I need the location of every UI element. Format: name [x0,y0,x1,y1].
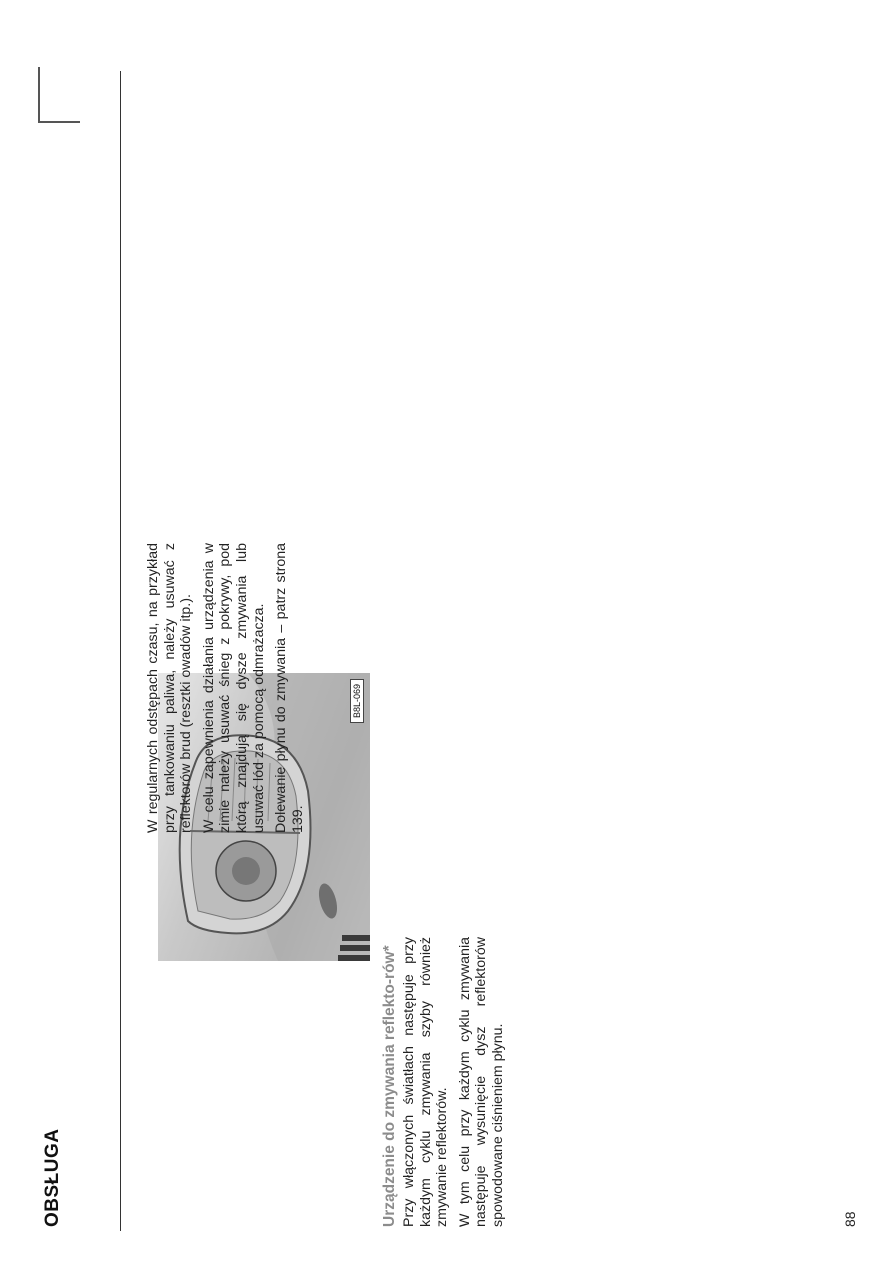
paragraph: W celu zapewnienia działania urządzenia w zimie należy usuwać śnieg z pokrywy, pod którą znajdują się dysze zmywania lub usuwać lód za pomocą odmrażacza. [200,543,267,833]
header-corner-frame [38,67,80,123]
header-rule [120,71,121,1231]
right-text-column [145,543,312,833]
section-title: OBSŁUGA [42,1128,63,1227]
page-number: 88 [842,1211,858,1227]
subsection-heading: Urządzenie do zmywania reflekto-rów* [381,945,398,1227]
paragraph: W regularnych odstępach czasu, na przykład przy tankowaniu paliwa, należy usuwać z reflektorów brud (resztki owadów itp.). [145,543,195,833]
paragraph: Przy włączonych światłach następuje przy każdym cyklu zmywania szyby również zmywanie reflektorów. [401,937,451,1227]
paragraph: W tym celu przy każdym cyklu zmywania następuje wysunięcie dysz reflektorów spowodowane ciśnieniem płynu. [456,937,506,1227]
figure-code: B8L-069 [350,679,364,723]
paragraph: Dolewanie płynu do zmywania – patrz strona 139. [273,543,306,833]
left-text-column [382,937,513,1227]
